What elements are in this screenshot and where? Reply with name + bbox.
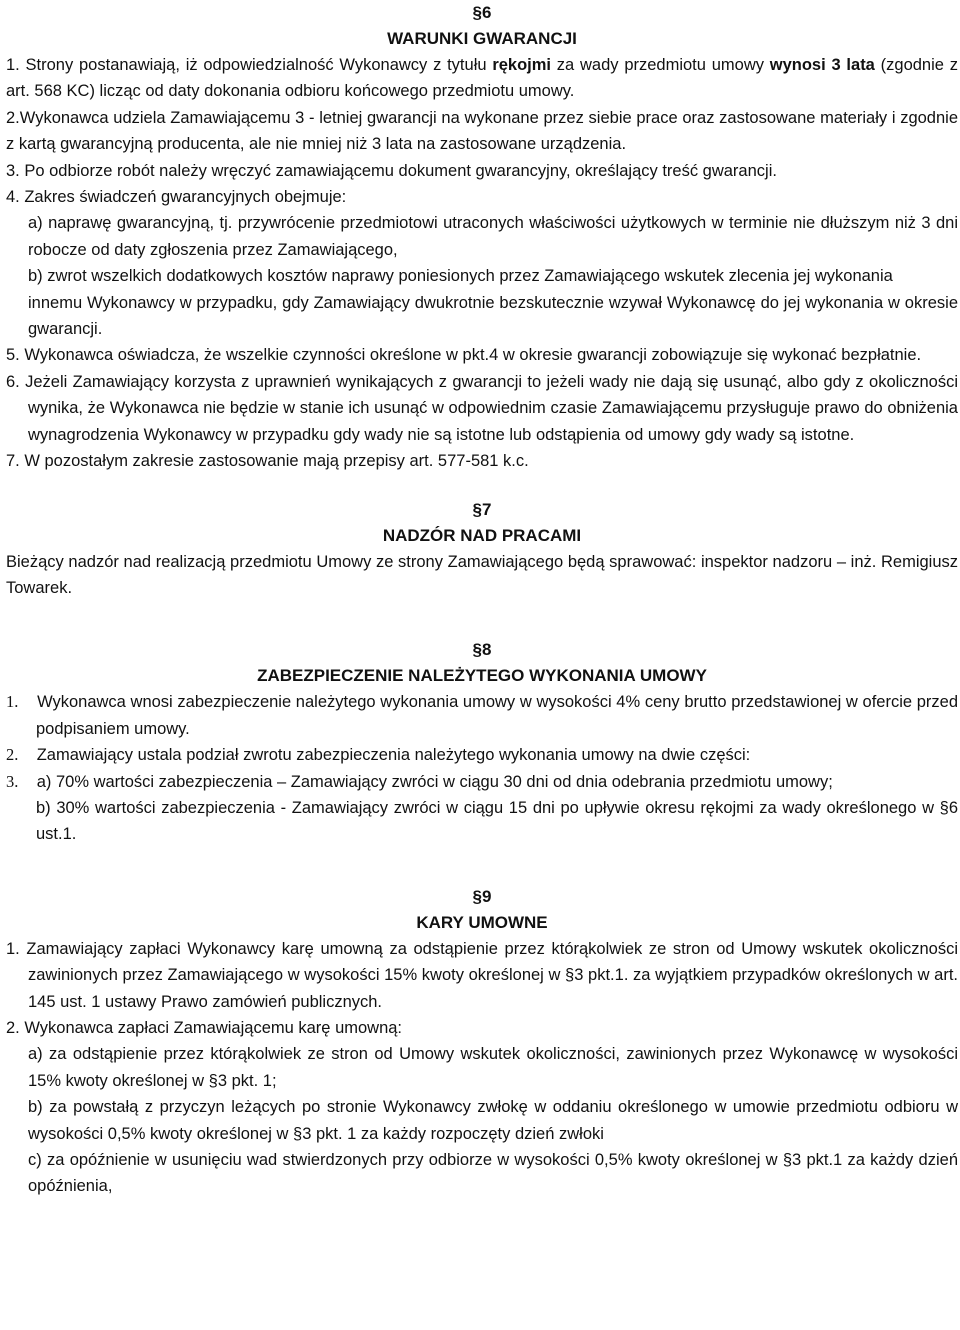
paragraph: 4. Zakres świadczeń gwarancyjnych obejmuje: <box>6 188 347 207</box>
section-mark: §8 <box>472 640 492 660</box>
item-number: 2. <box>6 745 19 765</box>
bold-text: rękojmi <box>492 56 552 74</box>
list-item: b) za powstałą z przyczyn leżących po stronie Wykonawcy zwłokę w oddaniu określonego w umowie przedmiotu odbioru w wysokości 0,5% kwoty określonej w §3 pkt. 1 za każdy rozpoczęty dzień zwłoki <box>28 1098 958 1143</box>
paragraph: 2.Wykonawca udziela Zamawiającemu 3 - letniej gwarancji na wykonane przez siebie prace oraz zastosowane materiały i zgodnie z kartą gwarancyjną producenta, ale nie mniej niż 3 lata na zastosowane urządzenia. <box>6 108 958 154</box>
item-text: a) 70% wartości zabezpieczenia – Zamawiający zwróci w ciągu 30 dni od dnia odebrania przedmiotu umowy; <box>36 772 833 791</box>
section-7 <box>6 497 958 602</box>
document-page <box>6 0 958 1200</box>
list-item: innemu Wykonawcy w przypadku, gdy Zamawiający dwukrotnie bezskutecznie wzywał Wykonawcę do jej wykonania w okresie gwarancji. <box>28 293 958 339</box>
section-mark: §6 <box>472 3 492 22</box>
section-9 <box>6 884 958 1200</box>
list-item: a) za odstąpienie przez którąkolwiek ze stron od Umowy wskutek okoliczności, zawinionych przez Wykonawcę w wysokości 15% kwoty określonej w §3 pkt. 1; <box>28 1045 958 1090</box>
section-title: ZABEZPIECZENIE NALEŻYTEGO WYKONANIA UMOWY <box>257 666 707 686</box>
section-mark: §7 <box>472 499 492 519</box>
paragraph <box>6 52 958 105</box>
list-item: c) za opóźnienie w usunięciu wad stwierdzonych przy odbiorze w wysokości 0,5% kwoty określonej w §3 pkt.1 za każdy dzień opóźnienia, <box>28 1151 958 1196</box>
text-run: 1. Strony postanawiają, iż odpowiedzialność Wykonawcy z tytułu <box>6 56 493 74</box>
section-6 <box>6 0 958 475</box>
section-8 <box>6 637 958 847</box>
list-item: b) 30% wartości zabezpieczenia - Zamawiający zwróci w ciągu 15 dni po upływie okresu rękojmi za wady określonego w §6 ust.1. <box>36 798 958 844</box>
item-number: 3. <box>6 771 19 791</box>
paragraph: 2. Wykonawca zapłaci Zamawiającemu karę umowną: <box>6 1018 403 1037</box>
item-text: Wykonawca wnosi zabezpieczenie należytego wykonania umowy w wysokości 4% ceny brutto przedstawionej w ofercie przed podpisaniem umowy. <box>36 693 958 738</box>
section-title: KARY UMOWNE <box>416 912 548 932</box>
bold-text: wynosi 3 lata <box>769 56 875 74</box>
paragraph: 6. Jeżeli Zamawiający korzysta z uprawnień wynikających z gwarancji to jeżeli wady nie dają się usunąć, albo gdy z okoliczności wynika, że Wykonawca nie będzie w stanie ich usunąć w odpowiednim czasie Zamawiającemu przysługuje prawo do obniżenia wynagrodzenia Wykonawcy w przypadku gdy wady nie są istotne lub odstąpienia od umowy gdy wady są istotne. <box>6 372 958 444</box>
section-title: NADZÓR NAD PRACAMI <box>382 525 582 545</box>
item-number: 1. <box>6 692 19 712</box>
numbered-item <box>6 689 958 742</box>
paragraph: 5. Wykonawca oświadcza, że wszelkie czynności określone w pkt.4 w okresie gwarancji zobowiązuje się wykonać bezpłatnie. <box>6 346 922 365</box>
section-mark: §9 <box>472 886 492 906</box>
paragraph: 3. Po odbiorze robót należy wręczyć zamawiającemu dokument gwarancyjny, określający treść gwarancji. <box>6 161 777 180</box>
paragraph: 1. Zamawiający zapłaci Wykonawcy karę umowną za odstąpienie przez którąkolwiek ze stron od Umowy wskutek okoliczności zawinionych przez Zamawiającego w wysokości 15% kwoty określonej w §3 pkt.1. za wyjątkiem przypadków określonych w art. 145 ust. 1 ustawy Prawo zamówień publicznych. <box>6 939 958 1011</box>
item-text: Zamawiający ustala podział zwrotu zabezpieczenia należytego wykonania umowy na dwie części: <box>36 746 751 765</box>
numbered-item <box>6 742 958 768</box>
list-item: b) zwrot wszelkich dodatkowych kosztów naprawy poniesionych przez Zamawiającego wskutek zlecenia jej wykonania <box>28 267 893 286</box>
paragraph: Bieżący nadzór nad realizacją przedmiotu Umowy ze strony Zamawiającego będą sprawować: inspektor nadzoru – inż. Remigiusz Towarek. <box>6 552 958 597</box>
text-run: (zgodnie z art. 568 KC) licząc od daty dokonania odbioru końcowego przedmiotu umowy. <box>6 56 958 101</box>
numbered-item <box>6 769 958 795</box>
paragraph: 7. W pozostałym zakresie zastosowanie mają przepisy art. 577-581 k.c. <box>6 452 529 471</box>
text-run: za wady przedmiotu umowy <box>551 56 770 74</box>
section-title: WARUNKI GWARANCJI <box>387 29 577 48</box>
list-item: a) naprawę gwarancyjną, tj. przywrócenie przedmiotowi utraconych właściwości użytkowych w terminie nie dłuższym niż 3 dni robocze od daty zgłoszenia przez Zamawiającego, <box>28 214 958 259</box>
